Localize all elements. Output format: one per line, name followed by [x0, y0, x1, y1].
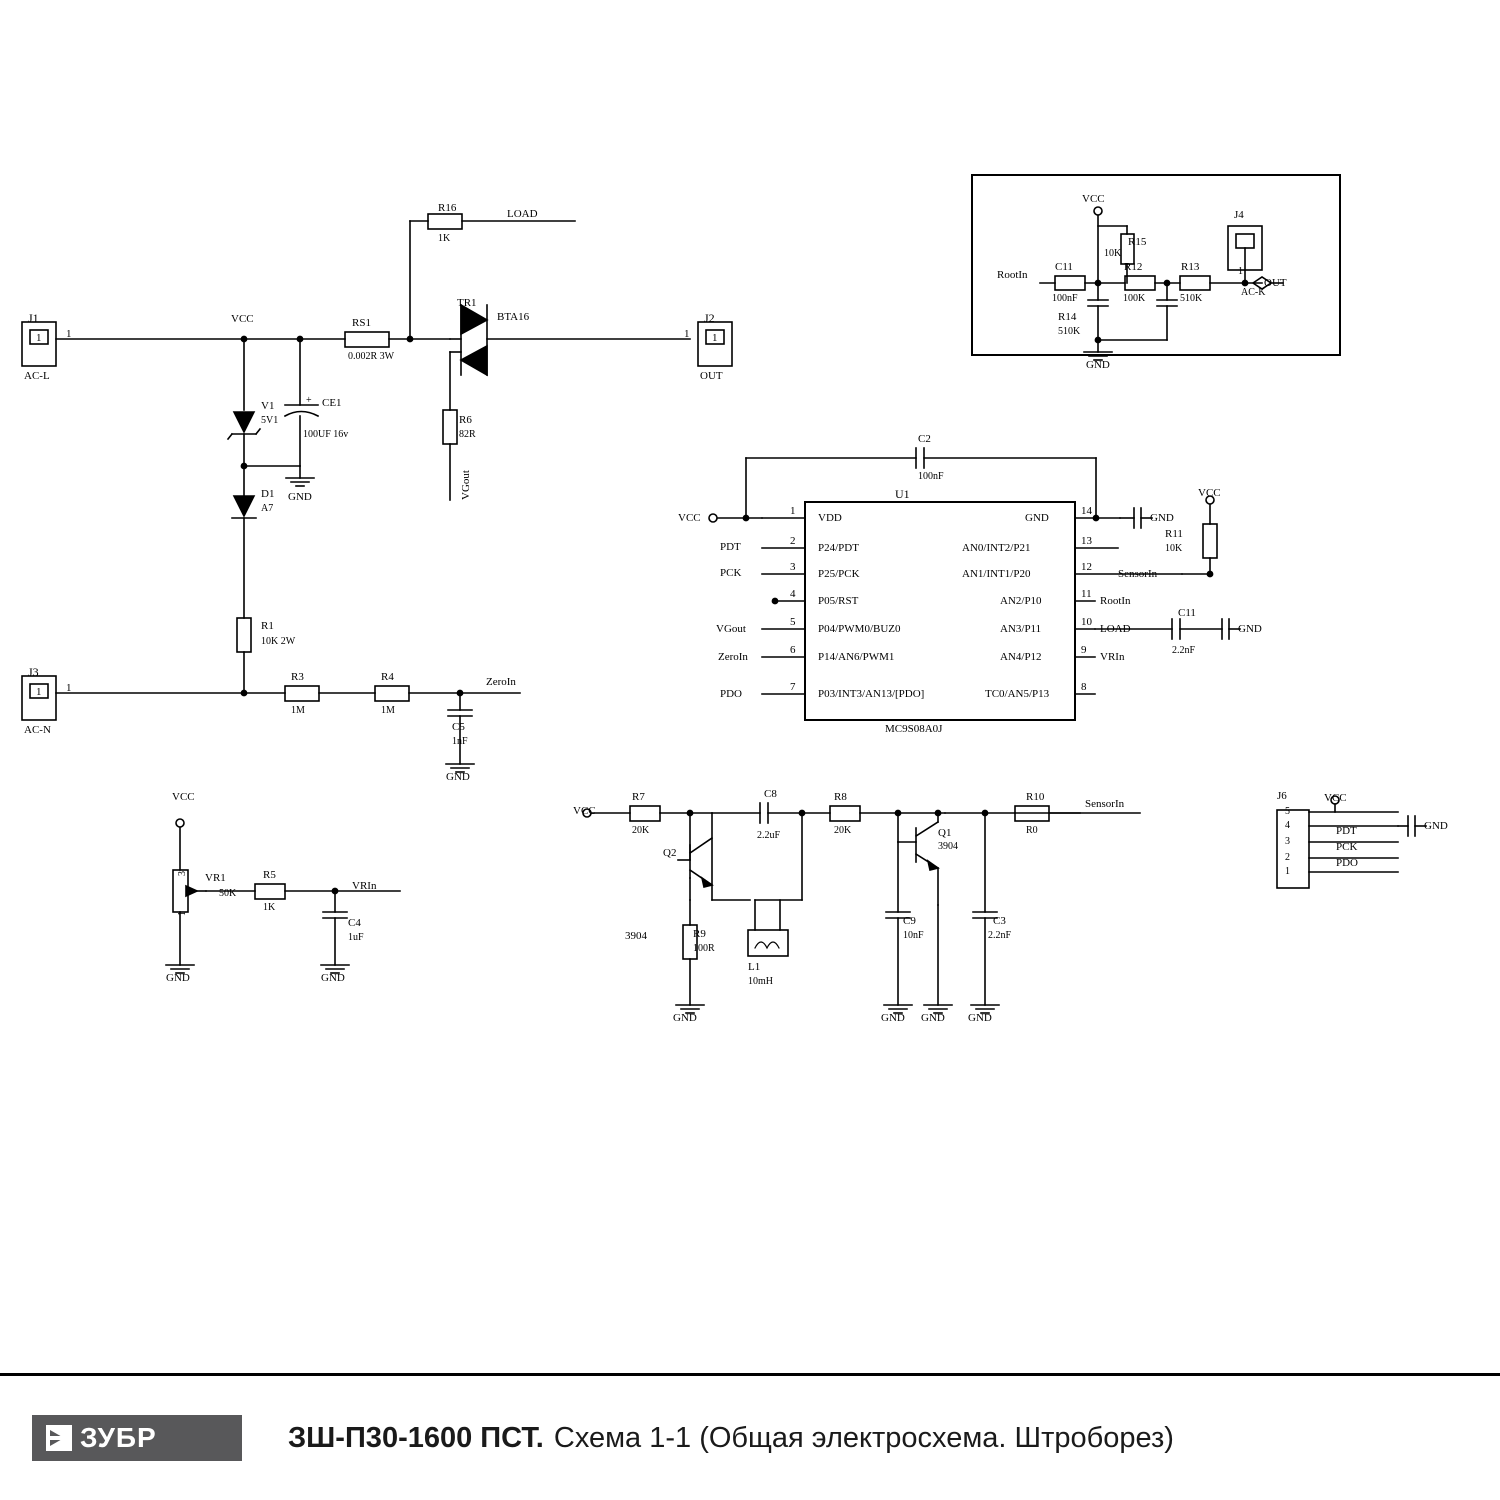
r1-ref: R1	[261, 620, 274, 632]
u1-pin5-name: P04/PWM0/BUZ0	[818, 623, 901, 635]
u1-pin2-name: P24/PDT	[818, 542, 859, 554]
q1-part: 3904	[938, 841, 958, 852]
r13-ref: R12	[1124, 261, 1143, 273]
gnd-label-c11: GND	[1238, 623, 1262, 635]
tr1-value: BTA16	[497, 311, 530, 323]
gnd-label-c4: GND	[321, 972, 345, 984]
r16-ref: R16	[438, 202, 457, 214]
c11-value: 2.2nF	[1172, 645, 1196, 656]
vcc-label-vr1: VCC	[172, 791, 195, 803]
j2-pin-number: 1	[684, 328, 690, 340]
c4-ref: C4	[348, 917, 361, 929]
rs1-value: 0.002R 3W	[348, 351, 395, 362]
l1-ref: L1	[748, 961, 761, 973]
vr1-value: 50K	[219, 888, 237, 899]
zeroin-label-main: ZeroIn	[486, 676, 516, 688]
r13-value: 100K	[1123, 293, 1146, 304]
u1-rootin-net: RootIn	[1100, 595, 1131, 607]
vgout-label-triac: VGout	[460, 470, 472, 500]
r11-value: 10K	[1165, 543, 1183, 554]
d1-value: A7	[261, 503, 274, 514]
u1-pin2-num: 2	[790, 535, 796, 547]
j2-pin-inner: 1	[712, 332, 718, 344]
u1-part: MC9S08A0J	[885, 723, 943, 735]
u1-pin9-name: AN4/P12	[1000, 651, 1042, 663]
r10-ref: R10	[1026, 791, 1045, 803]
inset-rootin-label: RootIn	[997, 269, 1028, 281]
vr1-pin3: 3	[177, 871, 188, 876]
c10-ref: R14	[1058, 311, 1077, 323]
brand-logo	[32, 1415, 242, 1461]
q2-ref: Q2	[663, 847, 677, 859]
vr1-pin1: 1	[177, 911, 188, 916]
zubr-mark-icon	[46, 1425, 72, 1451]
r1-value: 10K 2W	[261, 636, 296, 647]
r7-ref: R7	[632, 791, 645, 803]
j6-pin-2: 2	[1285, 852, 1290, 863]
c9-ref: C9	[903, 915, 916, 927]
c8-ref: C8	[764, 788, 777, 800]
u1-pin8-num: 8	[1081, 681, 1087, 693]
j4-ref: J4	[1234, 209, 1244, 221]
u1-pin6-name: P14/AN6/PWM1	[818, 651, 895, 663]
r9-ref: R9	[693, 928, 706, 940]
u1-pin5-num: 5	[790, 616, 796, 628]
d1-ref: D1	[261, 488, 275, 500]
u1-pin10-num: 10	[1081, 616, 1092, 628]
gnd-label-c9: GND	[881, 1012, 905, 1024]
gnd-label-vr1: GND	[166, 972, 190, 984]
sensorin-label-amp: SensorIn	[1085, 798, 1125, 810]
u1-pin12-name: AN1/INT1/P20	[962, 568, 1031, 580]
gnd-label-q1: GND	[921, 1012, 945, 1024]
u1-pin7-num: 7	[790, 681, 796, 693]
u1-pin14-name: GND	[1025, 512, 1049, 524]
r16-value: 1K	[438, 233, 451, 244]
gnd-label-c5: GND	[446, 771, 470, 783]
vcc-label-r11: VCC	[1198, 487, 1221, 499]
j2-ref: J2	[704, 311, 715, 325]
u1-vrin-net: VRIn	[1100, 651, 1125, 663]
ce1-value: 100UF 16v	[303, 429, 349, 440]
c2-ref: C2	[918, 433, 931, 445]
j1-label: AC-L	[24, 370, 50, 382]
u1-pck-net: PCK	[720, 567, 742, 579]
r10-value: R0	[1026, 825, 1038, 836]
u1-gnd-net: GND	[1150, 512, 1174, 524]
c3-ref: C3	[993, 915, 1006, 927]
c8-value: 2.2uF	[757, 830, 781, 841]
l1-value: 10mH	[748, 976, 773, 987]
j4-pin: 1	[1238, 266, 1243, 277]
u1-pdo-net: PDO	[720, 688, 743, 700]
gnd-label-c3: GND	[968, 1012, 992, 1024]
j1-pin-number: 1	[66, 328, 72, 340]
u1-pin7-name: P03/INT3/AN13/[PDO]	[818, 688, 925, 700]
q1-ref: Q1	[938, 827, 952, 839]
u1-pin3-name: P25/PCK	[818, 568, 860, 580]
r4-value: 1M	[381, 705, 395, 716]
u1-pin3-num: 3	[790, 561, 796, 573]
u1-pin4-num: 4	[790, 588, 796, 600]
r5-value: 1K	[263, 902, 276, 913]
r8-ref: R8	[834, 791, 847, 803]
u1-pin4-name: P05/RST	[818, 595, 859, 607]
vcc-label-j6: VCC	[1324, 792, 1347, 804]
j3-label: AC-N	[24, 724, 51, 736]
r6-ref: R6	[459, 414, 472, 426]
rs1-ref: RS1	[352, 317, 371, 329]
r15-value: 100nF	[1052, 293, 1078, 304]
gnd-label-j6: GND	[1424, 820, 1448, 832]
vrin-label-vr1: VRIn	[352, 880, 377, 892]
j3-pin-number: 1	[66, 682, 72, 694]
j6-pin-1: 1	[1285, 866, 1290, 877]
tr1-ref: TR1	[457, 297, 477, 309]
u1-pin13-num: 13	[1081, 535, 1092, 547]
c11-ref: C11	[1178, 607, 1196, 619]
u1-ref: U1	[895, 487, 910, 501]
ce1-ref: CE1	[322, 397, 342, 409]
diagram-description: Схема 1-1 (Общая электросхема. Штроборез)	[553, 1421, 1174, 1454]
u1-pin12-num: 12	[1081, 561, 1092, 573]
u1-pin13-name: AN0/INT2/P21	[962, 542, 1031, 554]
inset-gnd-label: GND	[1086, 359, 1110, 371]
j3-ref: J3	[28, 665, 39, 679]
r3-value: 1M	[291, 705, 305, 716]
vr1-ref: VR1	[205, 872, 226, 884]
u1-zeroin-net: ZeroIn	[718, 651, 748, 663]
inset-vcc-label: VCC	[1082, 193, 1105, 205]
r15-ref: C11	[1055, 261, 1073, 273]
gnd-label-r9: GND	[673, 1012, 697, 1024]
r7-value: 20K	[632, 825, 650, 836]
c4-value: 1uF	[348, 932, 364, 943]
inset-out-label: OUT	[1264, 277, 1287, 289]
inset-ack-label: AC-K	[1241, 287, 1266, 298]
ce1-polarity: +	[306, 395, 312, 406]
load-net-label: LOAD	[507, 208, 538, 220]
model-number: ЗШ-П30-1600 ПСТ.	[288, 1421, 544, 1454]
v1-value: 5V1	[261, 415, 279, 426]
j3-pin-inner: 1	[36, 686, 42, 698]
r3-ref: R3	[291, 671, 304, 683]
u1-pin8-name: TC0/AN5/P13	[985, 688, 1050, 700]
j1-pin-inner: 1	[36, 332, 42, 344]
u1-pin1-name: VDD	[818, 512, 842, 524]
c2-value: 100nF	[918, 471, 944, 482]
r14-value: 510K	[1180, 293, 1203, 304]
u1-pin1-num: 1	[790, 505, 796, 517]
u1-pdt-net: PDT	[720, 541, 741, 553]
u1-pin9-num: 9	[1081, 644, 1087, 656]
vcc-label-amp: VCC	[573, 805, 596, 817]
j6-signal-pdt: PDT	[1336, 825, 1357, 837]
u1-pin14-num: 14	[1081, 505, 1092, 517]
c10-value: 510K	[1058, 326, 1081, 337]
q2-part: 3904	[625, 930, 647, 942]
j6-pin-4: 4	[1285, 820, 1290, 831]
u1-pin10-name: AN3/P11	[1000, 623, 1042, 635]
j6-ref: J6	[1277, 790, 1287, 802]
j6-pin-5: 5	[1285, 806, 1290, 817]
c3-value: 2.2nF	[988, 930, 1012, 941]
footer	[0, 1376, 1500, 1500]
j6-signal-pdo: PDO	[1336, 857, 1359, 869]
j2-label: OUT	[700, 370, 723, 382]
j1-ref: J1	[28, 311, 39, 325]
r12-value: 10K	[1104, 248, 1122, 259]
r12-ref: R15	[1128, 236, 1147, 248]
r11-ref: R11	[1165, 528, 1183, 540]
footer-caption	[288, 1422, 1174, 1455]
brand-name: ЗУБР	[80, 1422, 157, 1453]
r6-value: 82R	[459, 429, 476, 440]
r14-ref: R13	[1181, 261, 1200, 273]
vcc-label-main: VCC	[231, 313, 254, 325]
r9-value: 100R	[693, 943, 715, 954]
r8-value: 20K	[834, 825, 852, 836]
r5-ref: R5	[263, 869, 276, 881]
u1-sensorin-net: SensorIn	[1118, 568, 1158, 580]
u1-pin6-num: 6	[790, 644, 796, 656]
v1-ref: V1	[261, 400, 275, 412]
r4-ref: R4	[381, 671, 394, 683]
c5-ref: C5	[452, 721, 465, 733]
u1-pin11-num: 11	[1081, 588, 1092, 600]
j6-signal-pck: PCK	[1336, 841, 1358, 853]
u1-vgout-net: VGout	[716, 623, 746, 635]
c5-value: 1nF	[452, 736, 468, 747]
gnd-label-ce1: GND	[288, 491, 312, 503]
u1-pin11-name: AN2/P10	[1000, 595, 1042, 607]
u1-vcc-net: VCC	[678, 512, 701, 524]
u1-load-net: LOAD	[1100, 623, 1131, 635]
c9-value: 10nF	[903, 930, 924, 941]
j6-pin-3: 3	[1285, 836, 1290, 847]
